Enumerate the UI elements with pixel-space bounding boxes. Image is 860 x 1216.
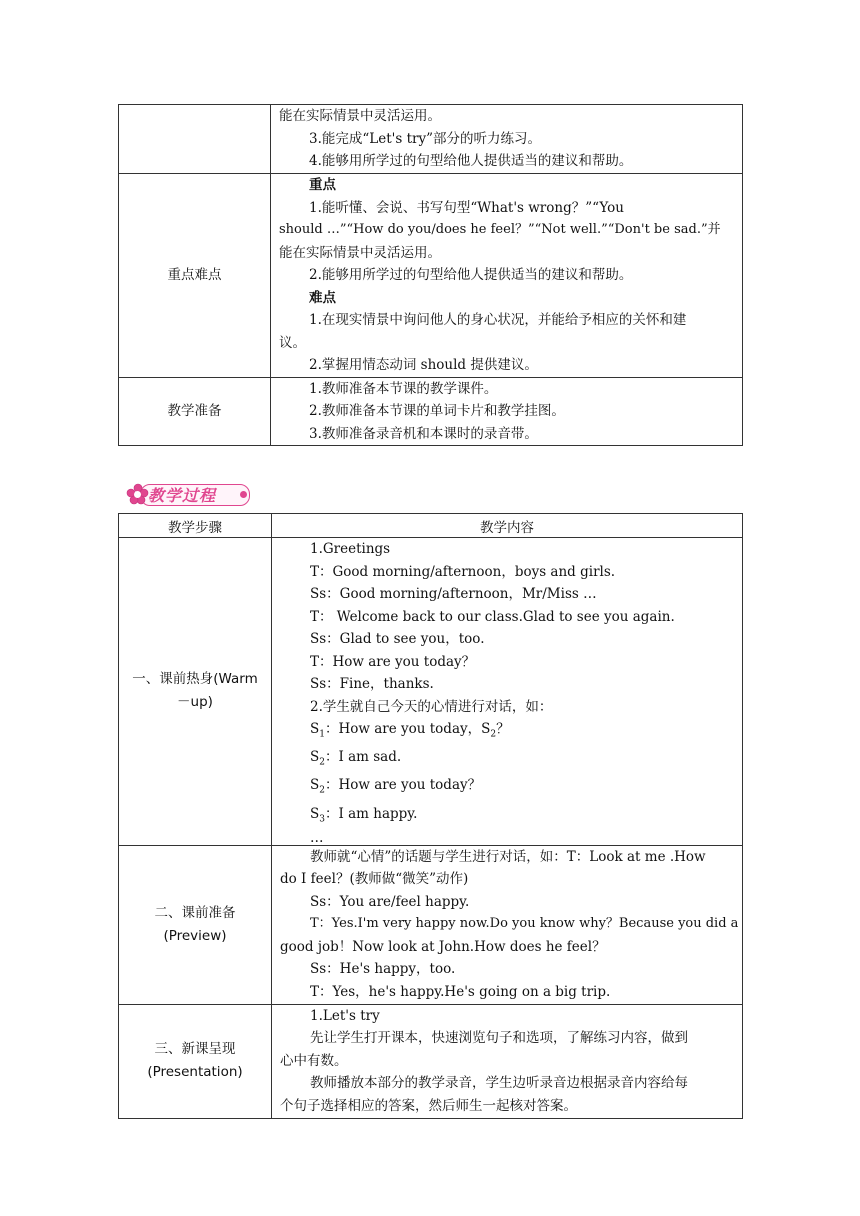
flower-icon (126, 482, 150, 506)
text-line (280, 803, 734, 831)
step-presentation (119, 1004, 272, 1118)
text-line: Ss：You are/feel happy. (310, 893, 470, 910)
row-label-empty (119, 105, 271, 174)
text-line: … (310, 829, 324, 846)
table-row (119, 377, 743, 446)
text-line: 1.在现实情景中询问他人的身心状况，并能给予相应的关怀和建 (309, 312, 687, 328)
row-label-key-points: 重点难点 (119, 174, 271, 378)
text-line: T： Welcome back to our class.Glad to see you again. (310, 608, 675, 625)
speaker: S (310, 749, 320, 766)
text-line (280, 774, 734, 802)
speaker-sub: 3 (319, 814, 325, 825)
text-line: T：Yes，he's happy.He's going on a big trip. (310, 983, 611, 1000)
step-label-en: (Preview) (163, 927, 227, 944)
text-line: good job！Now look at John.How does he feel？ (280, 938, 606, 955)
badge-dot (240, 491, 247, 498)
utterance: ：How are you today？ (324, 777, 482, 794)
table-row (119, 845, 743, 1004)
speaker: S (310, 805, 320, 822)
key-heading: 重点 (309, 177, 336, 193)
speaker-sub: 2 (319, 786, 325, 797)
difficult-heading: 难点 (309, 289, 336, 306)
text-line: 能在实际情景中灵活运用。 (279, 244, 441, 261)
step-label-en: －up) (177, 694, 213, 711)
text-line (280, 718, 734, 746)
text-line: T：Yes.I'm very happy now.Do you know why？Because you did a (310, 916, 739, 932)
step-preview (119, 845, 272, 1004)
text-line: 3.教师准备录音机和本课时的录音带。 (309, 425, 538, 442)
speaker: S (310, 777, 320, 794)
speaker-sub: 2 (319, 757, 325, 768)
text-line: 教师播放本部分的教学录音，学生边听录音边根据录音内容给每 (310, 1075, 688, 1092)
text-line: 2.教师准备本节课的单词卡片和教学挂图。 (309, 403, 565, 419)
table-header-row (119, 514, 743, 538)
utterance: ：How are you today，S (324, 721, 491, 737)
text-line: 心中有数。 (280, 1052, 348, 1069)
text-line: should …”“How do you/does he feel？”“Not well.”“Don't be sad.”并 (279, 222, 721, 237)
text-line: 个句子选择相应的答案，然后师生一起核对答案。 (280, 1097, 577, 1114)
text-line: T：How are you today？ (310, 653, 476, 670)
text-line: Ss：Glad to see you，too. (310, 631, 485, 647)
table-row (119, 538, 743, 846)
text-line: T：Good morning/afternoon，boys and girls. (310, 563, 616, 580)
warmup-content (272, 538, 743, 846)
text-line: 1.教师准备本节课的教学课件。 (309, 380, 498, 397)
text-line: 2.掌握用情态动词 should 提供建议。 (309, 357, 538, 373)
text-line: Ss：He's happy，too. (310, 961, 456, 978)
text-line (280, 746, 734, 774)
text-line: 先让学生打开课本，快速浏览句子和选项，了解练习内容，做到 (310, 1030, 688, 1047)
table-row (119, 174, 743, 378)
step-label: 一、课前热身(Warm (132, 671, 258, 688)
text-line: 教师就“心情”的话题与学生进行对话，如：T：Look at me .How (310, 848, 706, 865)
text-line: 2.能够用所学过的句型给他人提供适当的建议和帮助。 (309, 267, 633, 283)
text-line: 4.能够用所学过的句型给他人提供适当的建议和帮助。 (309, 153, 633, 169)
text-line: Ss：Good morning/afternoon，Mr/Miss … (310, 586, 597, 602)
step-label-en: (Presentation) (147, 1064, 243, 1081)
text-line: 1.能听懂、会说、书写句型“What's wrong？”“You (309, 199, 624, 216)
utterance: ：I am sad. (324, 749, 402, 766)
text-line: 议。 (279, 334, 306, 351)
step-label: 三、新课呈现 (154, 1041, 236, 1058)
key-points-content (271, 174, 743, 378)
preview-content (272, 845, 743, 1004)
step-label: 二、课前准备 (154, 904, 236, 921)
speaker-sub: 1 (319, 729, 325, 740)
text-line: do I feel？(教师做“微笑”动作) (280, 871, 469, 888)
utterance-end: ？ (496, 721, 510, 737)
table-row (119, 105, 743, 174)
speaker: S (310, 721, 320, 737)
objectives-content (271, 105, 743, 174)
section-title-badge (126, 482, 250, 506)
process-table (118, 513, 743, 1119)
text-line: 3.能完成“Let's try”部分的听力练习。 (309, 130, 541, 147)
step-warmup (119, 538, 272, 846)
text-line: 1.Let's try (310, 1007, 380, 1024)
header-step: 教学步骤 (119, 514, 272, 538)
objectives-table (118, 104, 743, 446)
utterance: ：I am happy. (324, 805, 418, 822)
text-line: Ss：Fine，thanks. (310, 676, 434, 692)
section-title: 教学过程 (148, 486, 217, 505)
text-line: 2.学生就自己今天的心情进行对话，如： (310, 698, 553, 715)
table-row (119, 1004, 743, 1118)
row-label-preparation: 教学准备 (119, 377, 271, 446)
text-line: 能在实际情景中灵活运用。 (279, 108, 441, 124)
text-line: 1.Greetings (310, 541, 391, 557)
header-content: 教学内容 (272, 514, 743, 538)
speaker-sub: 2 (490, 729, 497, 740)
preparation-content (271, 377, 743, 446)
presentation-content (272, 1004, 743, 1118)
